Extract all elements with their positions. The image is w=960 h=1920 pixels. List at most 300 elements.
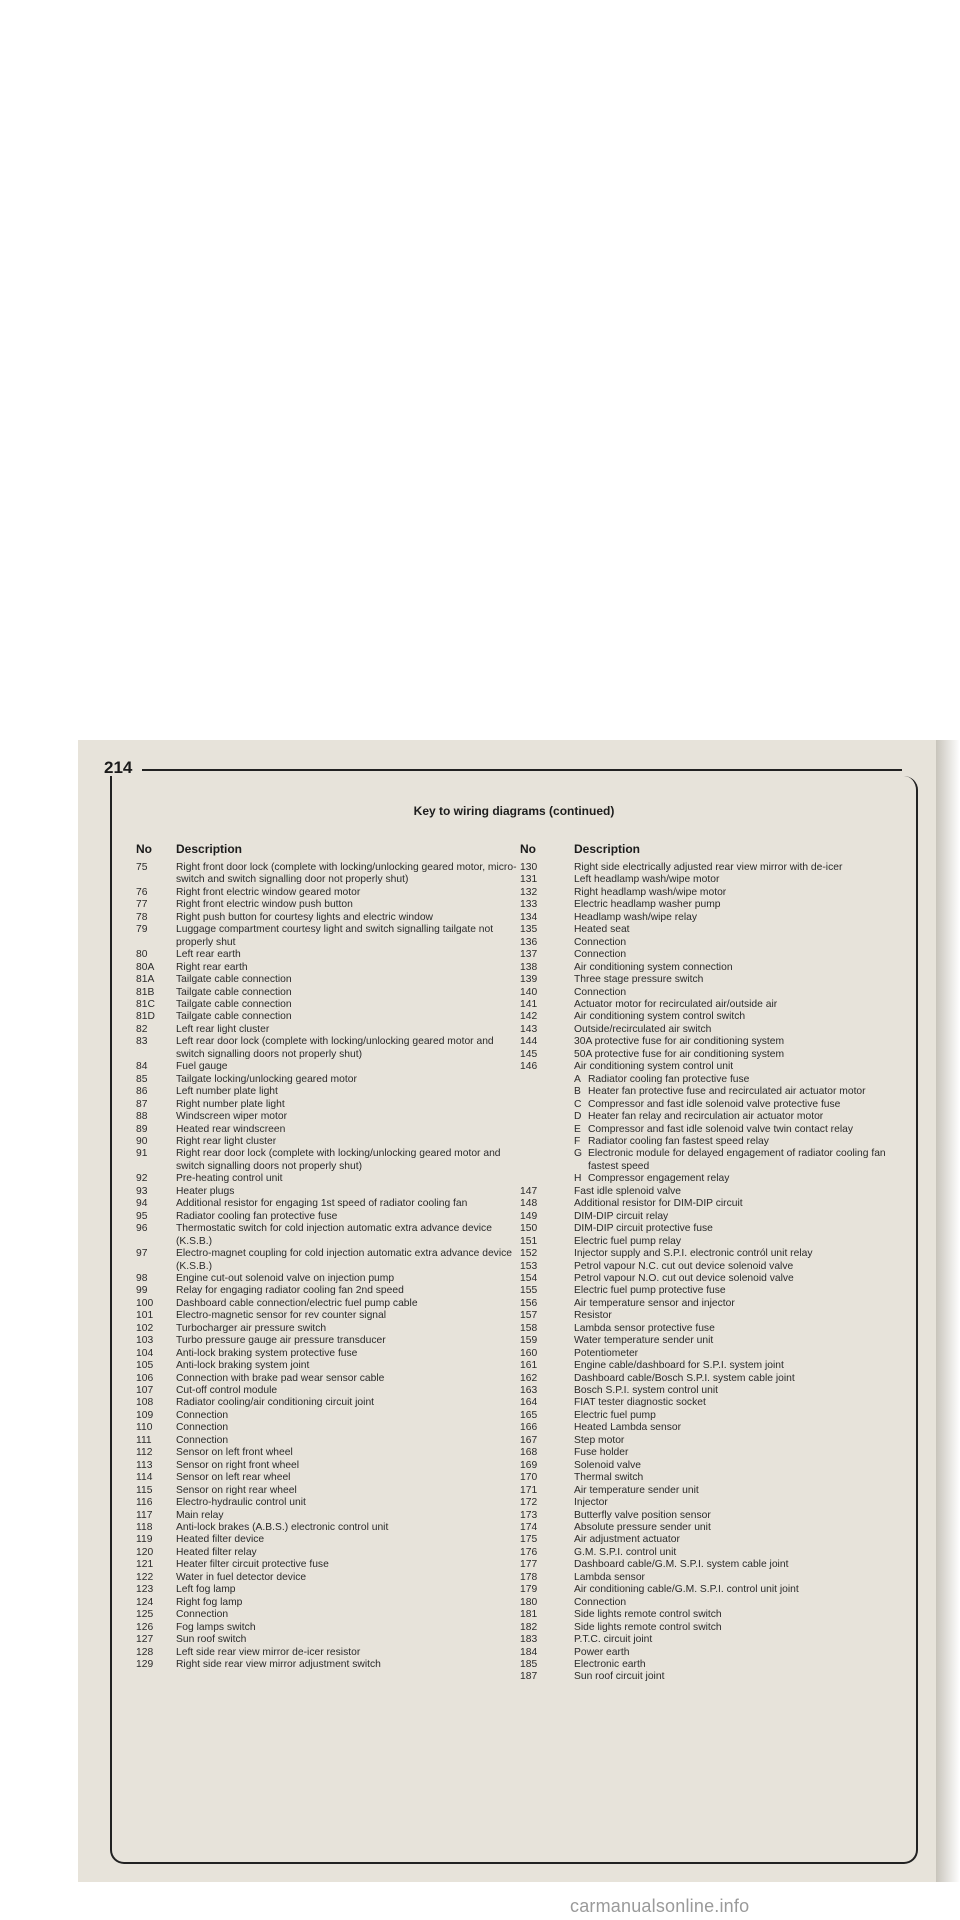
right-entry-list-continued <box>520 1186 900 1684</box>
list-item <box>520 1248 900 1260</box>
item-description: Right rear light cluster <box>176 1135 277 1147</box>
list-item <box>136 1074 520 1086</box>
list-item <box>136 1534 520 1546</box>
item-description: Air conditioning system control unit <box>574 1061 734 1073</box>
list-item <box>520 1024 900 1036</box>
item-description: Sensor on right rear wheel <box>176 1484 297 1496</box>
item-description: Bosch S.P.I. system control unit <box>574 1385 719 1397</box>
item-description: Right rear door lock (complete with locking/unlocking geared motor and switch signalling doors not properly shut) <box>176 1148 501 1172</box>
item-number: 161 <box>520 1360 538 1372</box>
item-description: Engine cut-out solenoid valve on injection pump <box>176 1272 395 1284</box>
list-item <box>520 1460 900 1472</box>
list-item <box>520 1671 900 1683</box>
sub-list-item <box>574 1173 900 1185</box>
item-description: Engine cable/dashboard for S.P.I. system joint <box>574 1360 784 1372</box>
item-number: 185 <box>520 1659 538 1670</box>
item-number: 184 <box>520 1646 538 1658</box>
list-item <box>520 1223 900 1235</box>
item-description: Tailgate cable connection <box>176 974 292 986</box>
item-number: 162 <box>520 1372 538 1384</box>
item-number: 119 <box>136 1534 153 1546</box>
item-number: 174 <box>520 1522 538 1534</box>
list-item <box>520 1447 900 1459</box>
item-number: 82 <box>136 1023 148 1035</box>
item-description: Fuel gauge <box>176 1061 228 1073</box>
list-item <box>520 1472 900 1484</box>
item-number: 89 <box>136 1123 148 1135</box>
list-item <box>136 899 520 911</box>
list-item <box>136 1510 520 1522</box>
watermark: carmanualsonline.info <box>570 1896 750 1916</box>
list-item <box>520 1634 900 1646</box>
item-number: 133 <box>520 899 538 911</box>
item-description: Right front electric window push button <box>176 899 353 911</box>
list-item <box>520 1198 900 1210</box>
item-number: 142 <box>520 1011 538 1023</box>
list-item <box>136 1148 520 1173</box>
item-description: DIM-DIP circuit protective fuse <box>574 1223 713 1235</box>
item-description: Sensor on left front wheel <box>176 1447 293 1459</box>
item-number: 97 <box>136 1248 148 1260</box>
list-item <box>136 1348 520 1360</box>
item-description: Lambda sensor protective fuse <box>574 1322 715 1334</box>
list-item <box>520 1597 900 1609</box>
item-number: 171 <box>520 1484 538 1496</box>
item-description: Tailgate cable connection <box>176 998 292 1010</box>
item-description: Heated filter relay <box>176 1546 257 1558</box>
header-rule <box>142 769 902 771</box>
item-description: Tailgate cable connection <box>176 1011 292 1023</box>
item-number: 136 <box>520 936 538 948</box>
item-number: 118 <box>136 1522 153 1534</box>
list-item <box>136 1460 520 1472</box>
item-number: 168 <box>520 1447 538 1459</box>
list-item <box>136 1173 520 1185</box>
item-number: 152 <box>520 1248 538 1260</box>
item-description: DIM-DIP circuit relay <box>574 1210 669 1222</box>
item-description: Outside/recirculated air switch <box>574 1023 712 1035</box>
item-description: Butterfly valve position sensor <box>574 1509 711 1521</box>
item-description: Thermal switch <box>574 1472 644 1484</box>
list-item <box>136 1584 520 1596</box>
item-number: 81A <box>136 974 155 986</box>
document-title: Key to wiring diagrams (continued) <box>413 804 615 818</box>
item-number: 182 <box>520 1621 538 1633</box>
list-item <box>520 949 900 961</box>
list-item <box>136 1298 520 1310</box>
item-number: 127 <box>136 1634 154 1646</box>
item-number: 169 <box>520 1459 538 1471</box>
item-number: 113 <box>136 1459 153 1471</box>
item-description: Pre-heating control unit <box>176 1173 283 1185</box>
item-description: Headlamp wash/wipe relay <box>574 911 698 923</box>
item-number: 94 <box>136 1198 148 1210</box>
item-number: 125 <box>136 1609 154 1621</box>
item-number: 179 <box>520 1584 538 1596</box>
item-number: 155 <box>520 1285 538 1297</box>
item-number: 153 <box>520 1260 538 1272</box>
item-description: Radiator cooling/air conditioning circuit joint <box>176 1397 375 1409</box>
item-description: Windscreen wiper motor <box>176 1111 288 1123</box>
list-item <box>520 1011 900 1023</box>
item-description: Anti-lock braking system protective fuse <box>176 1347 358 1359</box>
sub-list-item <box>574 1136 900 1148</box>
left-column <box>136 842 520 1671</box>
list-item <box>136 862 520 887</box>
list-item <box>520 912 900 924</box>
right-column-header <box>520 842 900 862</box>
item-number: 101 <box>136 1310 154 1322</box>
header-description: Description <box>176 842 243 856</box>
item-number: 181 <box>520 1609 538 1621</box>
item-description: Right rear earth <box>176 961 248 973</box>
sub-item-letter: H <box>574 1173 582 1185</box>
item-description: Heated Lambda sensor <box>574 1422 682 1434</box>
item-description: Tailgate locking/unlocking geared motor <box>176 1073 357 1085</box>
list-item <box>136 1572 520 1584</box>
item-number: 187 <box>520 1671 538 1683</box>
item-description: Resistor <box>574 1310 612 1322</box>
item-number: 163 <box>520 1385 538 1397</box>
item-description: Heater filter circuit protective fuse <box>176 1559 329 1571</box>
list-item <box>520 1547 900 1559</box>
list-item <box>136 1198 520 1210</box>
item-number: 95 <box>136 1210 148 1222</box>
item-description: Turbo pressure gauge air pressure transducer <box>176 1335 386 1347</box>
list-item <box>136 1310 520 1322</box>
item-description: Left number plate light <box>176 1086 278 1098</box>
item-description: Fog lamps switch <box>176 1621 256 1633</box>
list-item <box>136 1186 520 1198</box>
item-number: 79 <box>136 924 148 936</box>
list-item <box>136 962 520 974</box>
list-item <box>136 1397 520 1409</box>
list-item <box>520 1348 900 1360</box>
item-description: Electronic earth <box>574 1659 646 1670</box>
item-number: 176 <box>520 1546 538 1558</box>
item-description: Air conditioning system control switch <box>574 1011 746 1023</box>
list-item <box>136 1410 520 1422</box>
item-number: 173 <box>520 1509 538 1521</box>
item-number: 81B <box>136 986 155 998</box>
item-description: Connection <box>176 1434 229 1446</box>
item-description: Heated filter device <box>176 1534 265 1546</box>
list-item <box>136 1485 520 1497</box>
item-description: Air adjustment actuator <box>574 1534 680 1546</box>
item-description: Left side rear view mirror de-icer resistor <box>176 1646 361 1658</box>
item-number: 106 <box>136 1372 154 1384</box>
list-item <box>520 1273 900 1285</box>
item-description: Left fog lamp <box>176 1584 236 1596</box>
sub-item-description: Compressor engagement relay <box>588 1173 730 1185</box>
item-description: Actuator motor for recirculated air/outside air <box>574 998 778 1010</box>
list-item <box>520 1211 900 1223</box>
list-item <box>520 1485 900 1497</box>
list-item <box>520 887 900 899</box>
item-description: Lambda sensor <box>574 1571 645 1583</box>
item-description: Right headlamp wash/wipe motor <box>574 886 727 898</box>
item-number: 88 <box>136 1111 148 1123</box>
item-number: 156 <box>520 1297 538 1309</box>
sub-list-item <box>574 1148 900 1173</box>
item-number: 150 <box>520 1223 538 1235</box>
item-description: Heated seat <box>574 924 630 936</box>
list-item <box>136 1335 520 1347</box>
item-number: 148 <box>520 1198 538 1210</box>
item-number: 80A <box>136 961 155 973</box>
list-item <box>520 1659 900 1671</box>
item-description: 50A protective fuse for air conditioning system <box>574 1048 785 1060</box>
list-item <box>520 862 900 874</box>
item-description: Air temperature sender unit <box>574 1484 699 1496</box>
item-number: 157 <box>520 1310 538 1322</box>
item-description: Fuse holder <box>574 1447 629 1459</box>
list-item <box>136 1422 520 1434</box>
item-description: 30A protective fuse for air conditioning system <box>574 1036 785 1048</box>
list-item <box>520 1236 900 1248</box>
item-number: 99 <box>136 1285 148 1297</box>
item-description: Connection <box>574 1596 627 1608</box>
item-description: Right side rear view mirror adjustment switch <box>176 1659 381 1670</box>
list-item <box>136 1659 520 1671</box>
item-description: Petrol vapour N.O. cut out device solenoid valve <box>574 1272 794 1284</box>
list-item <box>136 1099 520 1111</box>
list-item <box>136 1622 520 1634</box>
list-item <box>136 1597 520 1609</box>
list-item <box>520 1559 900 1571</box>
left-entry-list <box>136 862 520 1671</box>
list-item <box>136 1136 520 1148</box>
item-number: 111 <box>136 1434 152 1446</box>
list-item <box>136 1273 520 1285</box>
item-number: 78 <box>136 911 148 923</box>
item-number: 76 <box>136 886 148 898</box>
item-number: 135 <box>520 924 538 936</box>
item-description: Sensor on left rear wheel <box>176 1472 291 1484</box>
sub-list-item <box>574 1124 900 1136</box>
item-description: Air conditioning cable/G.M. S.P.I. control unit joint <box>574 1584 799 1596</box>
item-number: 75 <box>136 862 148 873</box>
list-item <box>136 1647 520 1659</box>
item-number: 93 <box>136 1185 148 1197</box>
item-description: Electric headlamp washer pump <box>574 899 721 911</box>
list-item <box>136 1373 520 1385</box>
item-number: 140 <box>520 986 538 998</box>
page-edge-shadow <box>936 740 960 1882</box>
sub-item-description: Radiator cooling fan protective fuse <box>588 1073 750 1085</box>
item-description: Connection with brake pad wear sensor cable <box>176 1372 385 1384</box>
sub-item-letter: D <box>574 1111 582 1123</box>
item-description: Connection <box>176 1422 229 1434</box>
list-item <box>520 899 900 911</box>
sub-item-description: Compressor and fast idle solenoid valve protective fuse <box>588 1098 841 1110</box>
list-item <box>136 1036 520 1061</box>
list-item <box>520 1422 900 1434</box>
item-number: 147 <box>520 1185 538 1197</box>
item-description: P.T.C. circuit joint <box>574 1634 653 1646</box>
item-number: 120 <box>136 1546 154 1558</box>
sub-item-letter: G <box>574 1148 583 1160</box>
item-number: 85 <box>136 1073 148 1085</box>
list-item <box>136 887 520 899</box>
list-item <box>520 1572 900 1584</box>
item-number: 167 <box>520 1434 538 1446</box>
item-description: Dashboard cable connection/electric fuel pump cable <box>176 1297 418 1309</box>
list-item <box>136 1223 520 1248</box>
item-number: 131 <box>520 874 538 886</box>
list-item <box>520 1323 900 1335</box>
list-item <box>520 1534 900 1546</box>
item-number: 129 <box>136 1659 154 1670</box>
item-number: 139 <box>520 974 538 986</box>
sub-item-letter: A <box>574 1073 581 1085</box>
item-number: 170 <box>520 1472 538 1484</box>
list-item <box>520 1647 900 1659</box>
item-description: Additional resistor for DIM-DIP circuit <box>574 1198 743 1210</box>
list-item <box>136 1634 520 1646</box>
item-number: 141 <box>520 998 538 1010</box>
item-description: Left rear earth <box>176 949 241 961</box>
item-description: Anti-lock brakes (A.B.S.) electronic control unit <box>176 1522 389 1534</box>
list-item <box>136 949 520 961</box>
item-number: 132 <box>520 886 538 898</box>
item-number: 138 <box>520 961 538 973</box>
item-description: Left rear door lock (complete with locking/unlocking geared motor and switch signalling doors not properly shut) <box>176 1036 494 1060</box>
item-description: Air temperature sensor and injector <box>574 1297 735 1309</box>
list-item <box>520 1373 900 1385</box>
item-number: 160 <box>520 1347 538 1359</box>
item-number: 117 <box>136 1509 153 1521</box>
header-description: Description <box>574 842 641 856</box>
list-item <box>520 924 900 936</box>
list-item <box>520 987 900 999</box>
item-description: Injector <box>574 1497 608 1509</box>
item-description: Sun roof circuit joint <box>574 1671 665 1683</box>
item-description: Heated rear windscreen <box>176 1123 286 1135</box>
list-item <box>520 1049 900 1061</box>
item-description: Air conditioning system connection <box>574 961 733 973</box>
list-item <box>136 1011 520 1023</box>
item-number: 87 <box>136 1098 148 1110</box>
list-item <box>520 1510 900 1522</box>
item-number: 108 <box>136 1397 154 1409</box>
item-number: 137 <box>520 949 538 961</box>
list-item <box>520 1584 900 1596</box>
item-number: 144 <box>520 1036 538 1048</box>
item-number: 114 <box>136 1472 153 1484</box>
list-item <box>136 1609 520 1621</box>
item-description: Connection <box>176 1609 229 1621</box>
item-number: 92 <box>136 1173 148 1185</box>
sub-list-item <box>574 1099 900 1111</box>
item-description: Water in fuel detector device <box>176 1571 307 1583</box>
item-number: 90 <box>136 1135 148 1147</box>
item-description: Potentiometer <box>574 1347 639 1359</box>
list-item <box>136 1024 520 1036</box>
list-item <box>520 1410 900 1422</box>
item-description: Side lights remote control switch <box>574 1609 722 1621</box>
right-column <box>520 842 900 1684</box>
list-item <box>520 974 900 986</box>
item-description: Right push button for courtesy lights and electric window <box>176 911 433 923</box>
item-number: 178 <box>520 1571 538 1583</box>
item-number: 130 <box>520 862 538 873</box>
sub-entry-list <box>520 1074 900 1186</box>
item-description: Three stage pressure switch <box>574 974 704 986</box>
item-description: Luggage compartment courtesy light and switch signalling tailgate not properly shut <box>176 924 494 948</box>
list-item <box>520 999 900 1011</box>
item-number: 103 <box>136 1335 154 1347</box>
item-description: Fast idle splenoid valve <box>574 1185 682 1197</box>
item-description: Main relay <box>176 1509 224 1521</box>
item-description: Solenoid valve <box>574 1459 641 1471</box>
item-description: Thermostatic switch for cold injection automatic extra advance device (K.S.B.) <box>176 1223 492 1247</box>
list-item <box>520 1186 900 1198</box>
item-number: 151 <box>520 1235 538 1247</box>
sub-item-description: Heater fan relay and recirculation air actuator motor <box>588 1111 824 1123</box>
list-item <box>136 1559 520 1571</box>
list-item <box>520 1261 900 1273</box>
list-item <box>136 1547 520 1559</box>
list-item <box>136 1061 520 1073</box>
list-item <box>136 924 520 949</box>
item-number: 105 <box>136 1360 154 1372</box>
sub-item-letter: E <box>574 1123 581 1135</box>
item-number: 84 <box>136 1061 148 1073</box>
item-number: 109 <box>136 1409 154 1421</box>
item-number: 107 <box>136 1385 154 1397</box>
item-number: 77 <box>136 899 148 911</box>
list-item <box>136 999 520 1011</box>
list-item <box>136 974 520 986</box>
item-number: 164 <box>520 1397 538 1409</box>
header-no: No <box>136 842 152 856</box>
item-number: 146 <box>520 1061 538 1073</box>
item-description: Electric fuel pump protective fuse <box>574 1285 726 1297</box>
item-description: Heater plugs <box>176 1185 235 1197</box>
item-number: 145 <box>520 1048 538 1060</box>
left-column-header <box>136 842 520 862</box>
item-description: Right side electrically adjusted rear view mirror with de-icer <box>574 862 843 873</box>
item-number: 121 <box>136 1559 154 1571</box>
item-number: 86 <box>136 1086 148 1098</box>
list-item <box>520 1435 900 1447</box>
item-description: Electro-magnetic sensor for rev counter signal <box>176 1310 387 1322</box>
list-item <box>520 1497 900 1509</box>
list-item <box>136 1497 520 1509</box>
item-number: 96 <box>136 1223 148 1235</box>
item-description: Relay for engaging radiator cooling fan 2nd speed <box>176 1285 404 1297</box>
sub-item-description: Radiator cooling fan fastest speed relay <box>588 1135 769 1147</box>
item-number: 98 <box>136 1272 148 1284</box>
sub-item-description: Heater fan protective fuse and recirculated air actuator motor <box>588 1086 866 1098</box>
list-item <box>136 1385 520 1397</box>
item-number: 126 <box>136 1621 154 1633</box>
item-number: 116 <box>136 1497 153 1509</box>
item-number: 81D <box>136 1011 155 1023</box>
item-number: 177 <box>520 1559 538 1571</box>
sub-item-letter: F <box>574 1135 581 1147</box>
item-number: 143 <box>520 1023 538 1035</box>
item-number: 124 <box>136 1596 154 1608</box>
item-number: 80 <box>136 949 148 961</box>
item-description: Sun roof switch <box>176 1634 247 1646</box>
item-description: Turbocharger air pressure switch <box>176 1322 327 1334</box>
item-number: 91 <box>136 1148 148 1160</box>
item-description: Dashboard cable/Bosch S.P.I. system cable joint <box>574 1372 795 1384</box>
list-item <box>520 962 900 974</box>
item-number: 159 <box>520 1335 538 1347</box>
